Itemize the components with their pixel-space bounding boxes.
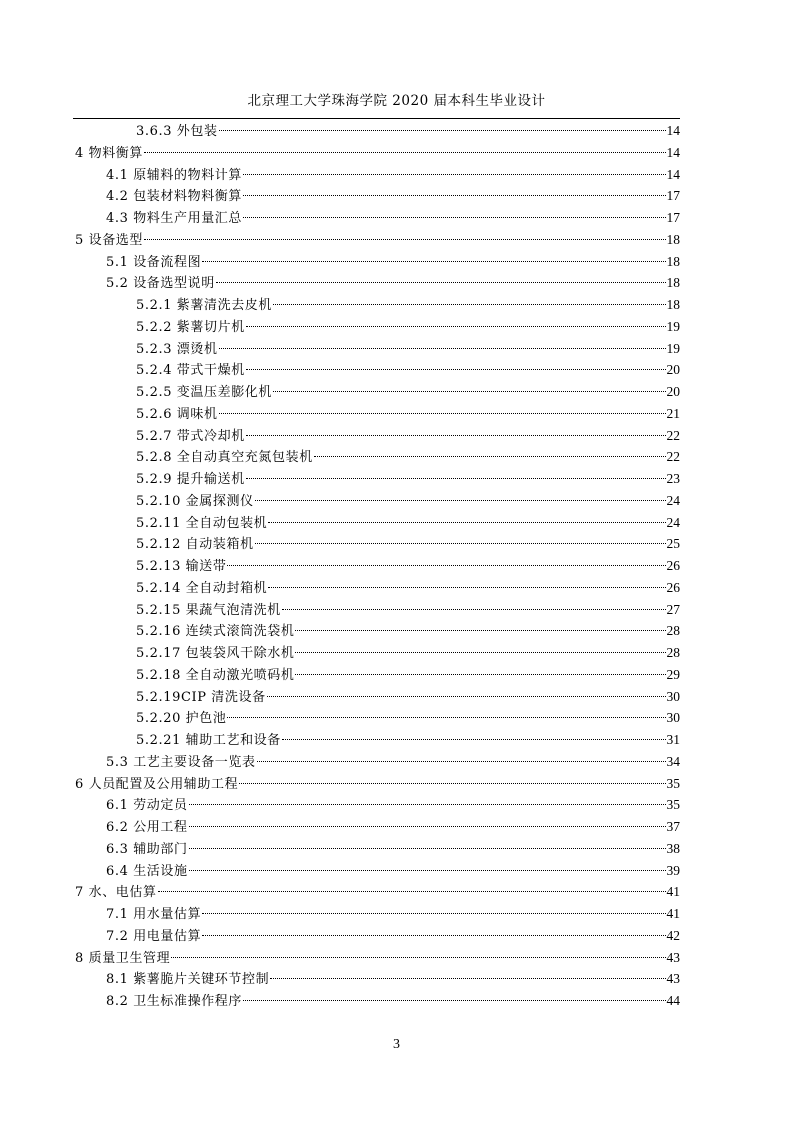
toc-entry-page: 28 <box>666 623 680 639</box>
toc-entry[interactable] <box>75 881 680 903</box>
toc-dot-leader <box>268 587 665 588</box>
toc-entry[interactable] <box>75 620 680 642</box>
page-header: 北京理工大学珠海学院 2020 届本科生毕业设计 <box>247 93 546 109</box>
toc-entry[interactable] <box>75 120 680 142</box>
toc-dot-leader <box>246 369 666 370</box>
toc-entry[interactable] <box>75 577 680 599</box>
toc-entry[interactable] <box>75 533 680 555</box>
toc-dot-leader <box>282 739 666 740</box>
toc-entry-page: 19 <box>666 340 680 356</box>
toc-entry[interactable] <box>75 229 680 251</box>
toc-dot-leader <box>246 435 666 436</box>
toc-entry-page: 44 <box>666 993 680 1008</box>
toc-entry[interactable] <box>75 860 680 882</box>
toc-entry-page: 14 <box>666 166 680 182</box>
toc-entry[interactable] <box>75 664 680 686</box>
toc-entry-label: 3.6.3 外包装 <box>136 124 218 139</box>
toc-dot-leader <box>257 761 666 762</box>
toc-entry-label: 5.2 设备选型说明 <box>106 276 215 292</box>
toc-entry-page: 30 <box>666 688 680 704</box>
toc-entry[interactable] <box>75 142 680 164</box>
toc-dot-leader <box>273 391 665 392</box>
toc-entry[interactable] <box>75 990 680 1012</box>
toc-dot-leader <box>202 913 665 914</box>
toc-entry-page: 24 <box>666 492 680 508</box>
toc-entry-page: 22 <box>666 449 680 465</box>
toc-entry[interactable] <box>75 272 680 294</box>
toc-entry[interactable] <box>75 707 680 729</box>
toc-dot-leader <box>243 217 665 218</box>
toc-entry-label: 8.2 卫生标准操作程序 <box>106 994 243 1009</box>
toc-entry-page: 21 <box>666 405 680 421</box>
toc-entry-page: 34 <box>666 753 680 769</box>
toc-entry-page: 18 <box>666 253 680 269</box>
toc-entry[interactable] <box>75 599 680 621</box>
toc-entry-page: 41 <box>666 884 680 900</box>
toc-dot-leader <box>246 326 666 327</box>
toc-entry-page: 18 <box>666 297 680 312</box>
toc-entry-label: 4.2 包装材料物料衡算 <box>106 189 243 205</box>
toc-entry[interactable] <box>75 490 680 512</box>
toc-dot-leader <box>189 870 666 871</box>
toc-entry[interactable] <box>75 381 680 403</box>
toc-dot-leader <box>189 804 666 805</box>
toc-entry-page: 38 <box>666 840 680 856</box>
toc-dot-leader <box>189 826 666 827</box>
toc-dot-leader <box>282 609 666 610</box>
toc-dot-leader <box>243 174 665 175</box>
toc-entry-page: 43 <box>666 971 680 987</box>
toc-entry-page: 31 <box>666 732 680 747</box>
toc-entry-page: 28 <box>666 645 680 660</box>
toc-entry[interactable] <box>75 294 680 316</box>
toc-dot-leader <box>243 1000 665 1001</box>
toc-dot-leader <box>227 565 665 566</box>
header-rule <box>73 118 680 119</box>
toc-entry-page: 14 <box>666 123 680 138</box>
toc-entry-page: 22 <box>666 427 680 443</box>
toc-dot-leader <box>295 674 665 675</box>
toc-entry[interactable] <box>75 425 680 447</box>
toc-entry-label: 5.2.7 带式冷却机 <box>136 428 245 444</box>
toc-entry[interactable] <box>75 316 680 338</box>
toc-dot-leader <box>273 304 665 305</box>
toc-entry-label: 8.1 紫薯脆片关键环节控制 <box>106 972 270 988</box>
toc-entry-page: 41 <box>666 906 680 921</box>
toc-entry-page: 26 <box>666 558 680 573</box>
toc-entry-label: 5.2.1 紫薯清洗去皮机 <box>136 298 273 313</box>
toc-dot-leader <box>144 239 665 240</box>
toc-entry[interactable] <box>75 729 680 751</box>
toc-entry-page: 25 <box>666 536 680 552</box>
toc-dot-leader <box>219 413 666 414</box>
toc-dot-leader <box>268 522 665 523</box>
toc-entry-label: 5.2.10 金属探测仪 <box>136 493 254 509</box>
toc-entry[interactable] <box>75 816 680 838</box>
toc-entry-label: 6.4 生活设施 <box>106 863 188 879</box>
toc-entry[interactable] <box>75 773 680 795</box>
toc-dot-leader <box>227 717 665 718</box>
toc-entry-label: 5.2.15 果蔬气泡清洗机 <box>136 602 281 618</box>
toc-entry[interactable] <box>75 338 680 360</box>
toc-dot-leader <box>270 978 665 979</box>
toc-entry-label: 7.1 用水量估算 <box>106 907 202 922</box>
toc-dot-leader <box>219 130 666 131</box>
toc-entry-label: 6 人员配置及公用辅助工程 <box>75 776 239 792</box>
toc-entry-label: 5 设备选型 <box>75 232 144 248</box>
toc-entry-page: 42 <box>666 927 680 943</box>
toc-dot-leader <box>246 478 666 479</box>
toc-entry-label: 5.2.12 自动装箱机 <box>136 537 254 553</box>
toc-entry-page: 35 <box>666 775 680 791</box>
toc-entry-label: 6.3 辅助部门 <box>106 841 188 857</box>
toc-entry-page: 24 <box>666 514 680 530</box>
toc-entry-label: 5.1 设备流程图 <box>106 254 202 270</box>
toc-entry[interactable] <box>75 555 680 577</box>
toc-dot-leader <box>202 261 665 262</box>
toc-entry-label: 5.2.5 变温压差膨化机 <box>136 385 273 400</box>
toc-entry[interactable] <box>75 207 680 229</box>
toc-entry-label: 4 物料衡算 <box>75 145 144 161</box>
toc-entry[interactable] <box>75 903 680 925</box>
toc-entry[interactable] <box>75 794 680 816</box>
toc-dot-leader <box>239 783 665 784</box>
toc-entry[interactable] <box>75 512 680 534</box>
toc-entry-page: 17 <box>666 210 680 225</box>
toc-entry-label: 5.2.18 全自动激光喷码机 <box>136 667 295 683</box>
toc-entry-page: 43 <box>666 949 680 965</box>
toc-entry-page: 14 <box>666 144 680 160</box>
toc-entry[interactable] <box>75 185 680 207</box>
toc-dot-leader <box>314 456 666 457</box>
toc-dot-leader <box>255 543 666 544</box>
toc-entry-page: 37 <box>666 819 680 834</box>
toc-dot-leader <box>243 195 665 196</box>
toc-entry-label: 5.2.3 漂烫机 <box>136 341 218 357</box>
toc-entry-label: 5.2.9 提升输送机 <box>136 472 245 487</box>
toc-entry-label: 5.2.6 调味机 <box>136 406 218 422</box>
toc-entry[interactable] <box>75 468 680 490</box>
toc-entry-label: 4.3 物料生产用量汇总 <box>106 211 243 226</box>
toc-entry-page: 17 <box>666 188 680 204</box>
toc-entry-page: 35 <box>666 797 680 813</box>
toc-entry-label: 6.2 公用工程 <box>106 820 188 835</box>
toc-dot-leader <box>216 282 666 283</box>
toc-entry-label: 5.3 工艺主要设备一览表 <box>106 754 256 770</box>
toc-entry[interactable] <box>75 403 680 425</box>
toc-dot-leader <box>202 935 665 936</box>
toc-dot-leader <box>295 652 665 653</box>
toc-entry-page: 19 <box>666 318 680 334</box>
toc-dot-leader <box>189 848 666 849</box>
toc-dot-leader <box>295 630 665 631</box>
toc-dot-leader <box>171 957 665 958</box>
toc-entry[interactable] <box>75 947 680 969</box>
toc-entry-label: 5.2.20 护色池 <box>136 711 227 727</box>
toc-entry-label: 5.2.4 带式干燥机 <box>136 363 245 379</box>
toc-entry-label: 8 质量卫生管理 <box>75 950 171 966</box>
toc-entry[interactable] <box>75 164 680 186</box>
toc-entry[interactable] <box>75 686 680 708</box>
toc-entry-label: 5.2.2 紫薯切片机 <box>136 319 245 335</box>
toc-entry-page: 20 <box>666 384 680 399</box>
toc-entry-label: 5.2.16 连续式滚筒洗袋机 <box>136 624 295 640</box>
toc-dot-leader <box>219 348 666 349</box>
toc-entry[interactable] <box>75 751 680 773</box>
toc-entry-label: 7.2 用电量估算 <box>106 928 202 944</box>
toc-entry-page: 30 <box>666 710 680 726</box>
toc-entry-page: 27 <box>666 601 680 617</box>
toc-entry[interactable] <box>75 642 680 664</box>
toc-entry-label: 5.2.8 全自动真空充氮包装机 <box>136 450 313 466</box>
toc-entry-label: 6.1 劳动定员 <box>106 798 188 814</box>
toc-entry-label: 7 水、电估算 <box>75 885 157 901</box>
toc-entry-page: 39 <box>666 862 680 878</box>
page-number: 3 <box>393 1037 400 1052</box>
toc-dot-leader <box>158 891 666 892</box>
toc-entry-label: 4.1 原辅料的物料计算 <box>106 167 243 183</box>
toc-entry-page: 29 <box>666 666 680 682</box>
toc-dot-leader <box>267 696 666 697</box>
toc-entry[interactable] <box>75 838 680 860</box>
toc-dot-leader <box>144 152 665 153</box>
toc-entry-page: 20 <box>666 362 680 378</box>
toc-entry-label: 5.2.21 辅助工艺和设备 <box>136 733 281 748</box>
toc-entry-page: 23 <box>666 471 680 486</box>
toc-entry[interactable] <box>75 446 680 468</box>
toc-entry-label: 5.2.14 全自动封箱机 <box>136 580 268 596</box>
toc-entry-page: 18 <box>666 275 680 291</box>
toc-dot-leader <box>255 500 666 501</box>
toc-entry-page: 26 <box>666 579 680 595</box>
toc-entry-label: 5.2.13 输送带 <box>136 559 227 574</box>
toc-entry[interactable] <box>75 251 680 273</box>
toc-entry[interactable] <box>75 925 680 947</box>
toc-entry-page: 18 <box>666 231 680 247</box>
toc-entry-label: 5.2.17 包装袋风干除水机 <box>136 646 295 661</box>
toc-entry-label: 5.2.11 全自动包装机 <box>136 515 268 531</box>
toc-entry[interactable] <box>75 968 680 990</box>
toc-entry[interactable] <box>75 359 680 381</box>
table-of-contents <box>75 120 680 1012</box>
toc-entry-label: 5.2.19CIP 清洗设备 <box>136 689 266 705</box>
